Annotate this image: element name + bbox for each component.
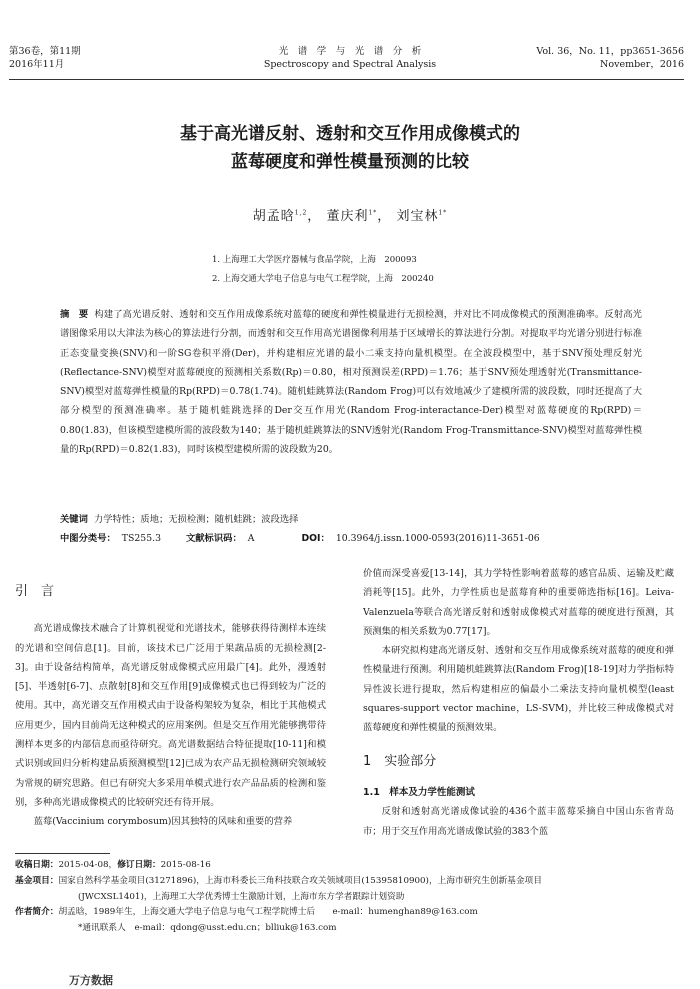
journal-citation: Vol. 36，No. 11，pp3651-3656 November，2016 [536,46,684,70]
doi[interactable]: 10.3964/j.issn.1000-0593(2016)11-3651-06 [335,533,540,544]
footnote-funding: 基金项目：国家自然科学基金项目(31271896)，上海市科委长三角科技联合攻关领域项目(15395810900)，上海市研究生创新基金项目 [15,875,542,886]
author-1: 胡孟晗 [252,209,295,224]
intro-paragraph-2: 蓝莓(Vaccinium corymbosum)因其独特的风味和重要的营养 [33,816,293,828]
subsection-heading-samples: 1.1 样本及力学性能测试 [363,786,475,798]
section-heading-intro: 引 言 [15,584,55,599]
abstract [60,305,642,459]
abstract-text: 构建了高光谱反射、透射和交互作用成像系统对蓝莓的硬度和弹性模量进行无损检测，并对比不同成像模式的预测准确率。反射高光谱图像采用以大津法为核心的算法进行分割，而透射和交互作用高光谱图像利用基于区域增长的算法进行分割。对提取平均光谱分别进行标准正态变量变换(SNV)和一阶SG卷积平滑(Der)，并构建相应光谱的最小二乘支持向量机模型。在全波段模型中，基于SNV预处理反射光(Reflectance-SNV)模型对蓝莓硬度的预测相关系数(Rp)＝0.80，相对预测误差(RPD)＝1.76；基于SNV预处理透射光(Transmittance-SNV)模型对蓝莓弹性模量的Rp(RPD)＝0.78(1.74)。随机蛙跳算法(Random Frog)可以有效地减少了建模所需的波段数，同时还提高了大部分模型的预测准确率。基于随机蛙跳选择的Der交互作用光(Random Frog-interactance-Der)模型对蓝莓硬度的Rp(RPD)＝0.80(1.83)，但该模型建模所需的波段数为140；基于随机蛙跳算法的SNV透射光(Random Frog-Transmittance-SNV)模型对蓝莓弹性模量的Rp(RPD)＝0.82(1.83)，同时该模型建模所需的波段数为20。 [60,309,642,456]
footnote-corresponding: *通讯联系人 e-mail：qdong@usst.edu.cn；blliuk@163.com [78,923,337,934]
footnote-dates: 收稿日期：2015-04-08，修订日期：2015-08-16 [15,860,211,870]
journal-title: 光 谱 学 与 光 谱 分 析 Spectroscopy and Spectral Analysis [263,46,437,70]
body-left-column [15,584,326,832]
abstract-label: 摘 要 [60,309,89,320]
clc-number: TS255.3 [121,533,161,544]
journal-volume-issue: 第36卷，第11期 2016年11月 [9,46,81,70]
keywords-label: 关键词 [60,514,88,525]
footnote-divider [15,853,110,854]
body-right-column [363,564,674,841]
author-list: 胡孟晗$^{1,2}$， 董庆利$^{1*}$， 刘宝林$^{1*}$ [252,209,448,224]
watermark-logo: 万方数据 [69,974,113,987]
keywords-block: 关键词 力学特性；质地；无损检测；随机蛙跳；波段选择 中图分类号： TS255.3 文献标识码： A DOI： 10.3964/j.issn.1000-0593(2016)11-3651-06 [60,514,540,544]
right-paragraph-2: 本研究拟构建高光谱反射、透射和交互作用成像系统对蓝莓的硬度和弹性模量进行预测。利用随机蛙跳算法(Random Frog)[18-19]对力学指标特异性波长进行提取，然后构建相应的偏最小二乘法支持向量机模型(least squares-support vector machine，LS-SVM)，并比较三种成像模式对蓝莓硬度和弹性模量的预测效果。 [363,645,674,734]
footnotes: 收稿日期：2015-04-08，修订日期：2015-08-16 基金项目：国家自然科学基金项目(31271896)，上海市科委长三角科技联合攻关领域项目(15395810900)，上海市研究生创新基金项目 (JWCXSL1401)，上海理工大学优秀博士生激励计划，上海市东方学者跟踪计划资助 作者简介：胡孟晗，1989年生，上海交通大学电子信息与电气工程学院博士后 e-mail：humenghan89@163.com *通讯联系人 e-mail：qdong@usst.edu.cn；blliuk@163.com [15,858,685,937]
paper-title: 基于高光谱反射、透射和交互作用成像模式的 蓝莓硬度和弹性模量预测的比较 [180,124,520,172]
author-2: 董庆利 [326,209,369,224]
author-3: 刘宝林 [396,209,439,224]
affiliations [212,251,434,289]
keywords-text: 力学特性；质地；无损检测；随机蛙跳；波段选择 [93,514,299,525]
section-heading-experiment: 1 实验部分 [363,753,437,769]
right-paragraph-continued: 价值而深受喜爱[13-14]，其力学特性影响着蓝莓的感官品质、运输及贮藏消耗等[15]。此外，力学性质也是蓝莓育种的重要筛选指标[16]。Leiva-Valenzuela等联合高光谱反射和透射成像模式对蓝莓的硬度进行预测，其预测集的相关系数为0.77[17]。 [363,568,674,637]
document-code: A [247,533,255,544]
affiliation-1: 1. 上海理工大学医疗器械与食品学院，上海 200093 [212,255,417,265]
header-divider [9,79,684,80]
affiliation-2: 2. 上海交通大学电子信息与电气工程学院，上海 200240 [212,274,434,284]
intro-paragraph-1: 高光谱成像技术融合了计算机视觉和光谱技术，能够获得待测样本连续的光谱和空间信息[1]。目前，该技术已广泛用于果蔬品质的无损检测[2-3]。由于设备结构简单，高光谱反射成像模式应用最广[4]。此外，漫透射[5]、半透射[6-7]、点散射[8]和交互作用[9]成像模式也已得到较为广泛的使用。其中，高光谱交互作用模式由于设备构架较为复杂，相比于其他模式应用更少，国内目前尚无这种模式的应用案例。但是交互作用光能够携带待测样本更多的内部信息而亟待研究。高光谱数据结合特征提取[10-11]和模式识别或回归分析构建品质预测模型[12]已成为农产品无损检测研究领域较为常规的研究思路。但已有研究大多采用单模式进行农产品品质的检测和鉴别，多种高光谱成像模式的比较研究还有待开展。 [15,623,326,808]
right-paragraph-3: 反射和透射高光谱成像试验的436个蓝丰蓝莓采摘自中国山东省青岛市；用于交互作用高光谱成像试验的383个蓝 [363,806,674,837]
footnote-author-bio: 作者简介：胡孟晗，1989年生，上海交通大学电子信息与电气工程学院博士后 e-mail：humenghan89@163.com [15,907,478,918]
